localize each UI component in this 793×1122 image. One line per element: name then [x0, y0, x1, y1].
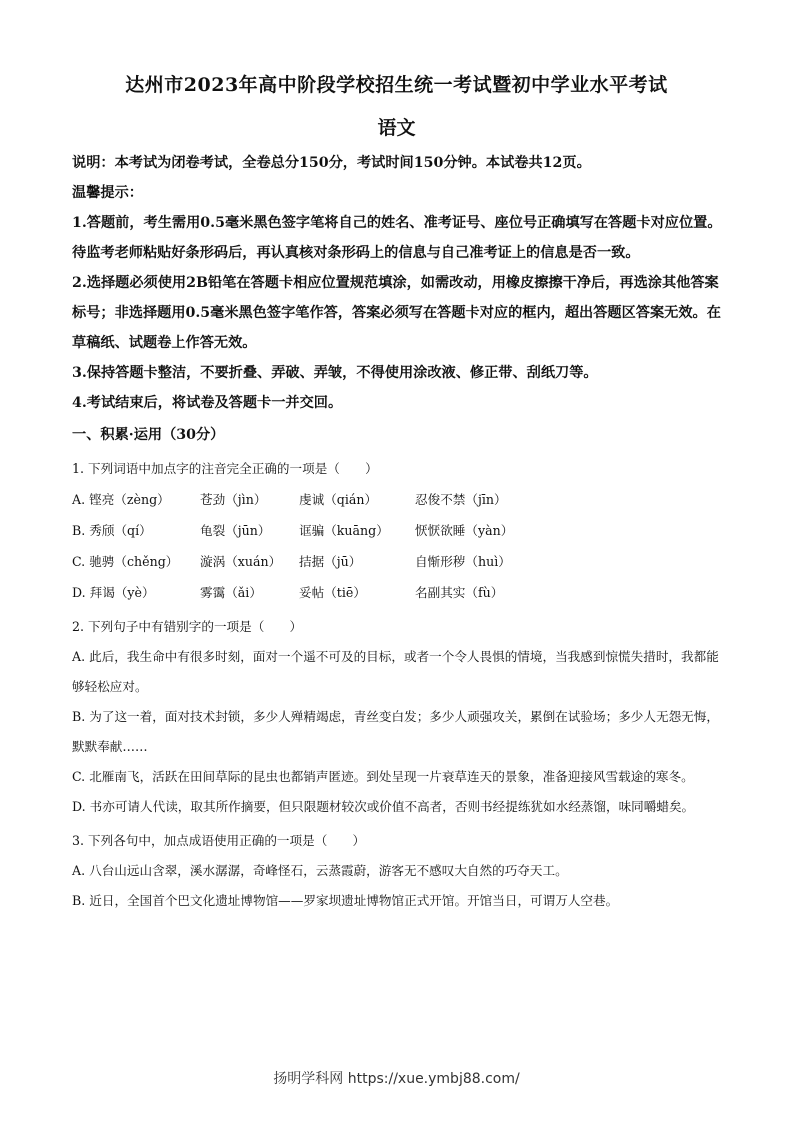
option-word: 恹恹欲睡（yàn） — [415, 523, 514, 538]
option-word: 忍俊不禁（jīn） — [415, 492, 507, 507]
question-1-option-c — [72, 546, 724, 577]
question-3-stem: 3. 下列各句中，加点成语使用正确的一项是（ ） — [72, 833, 366, 848]
option-word: 苍劲（jìn） — [200, 492, 267, 507]
option-word: 雾霭（ǎi） — [200, 585, 262, 600]
option-word: B. 秀颀（qí） — [72, 523, 152, 538]
option-word: 妥帖（tiē） — [299, 585, 366, 600]
exam-title: 达州市2023年高中阶段学校招生统一考试暨初中学业水平考试 — [125, 74, 668, 96]
question-2-option-d: D. 书亦可请人代读，取其所作摘要，但只限题材较次或价值不高者，否则书经提练犹如水经蒸馏，味同嚼蜡矣。 — [72, 799, 695, 814]
question-1-option-b — [72, 515, 724, 546]
option-word: 拮据（jū） — [299, 554, 362, 569]
question-2 — [72, 612, 724, 822]
page-footer-watermark: 扬明学科网 https://xue.ymbj88.com/ — [273, 1071, 520, 1087]
tip-4: 4.考试结束后，将试卷及答题卡一并交回。 — [72, 395, 343, 411]
tip-1: 1.答题前，考生需用0.5毫米黑色签字笔将自己的姓名、准考证号、座位号正确填写在答题卡对应位置。待监考老师粘贴好条形码后，再认真核对条形码上的信息与自己准考证上的信息是否一致。 — [72, 215, 722, 261]
option-word: 漩涡（xuán） — [200, 554, 282, 569]
question-1 — [72, 454, 724, 608]
option-word: 诓骗（kuāng） — [299, 523, 389, 538]
question-1-option-d — [72, 577, 724, 608]
option-word: 自惭形秽（huì） — [415, 554, 511, 569]
option-word: 龟裂（jūn） — [200, 523, 271, 538]
question-2-option-b: B. 为了这一着，面对技术封锁，多少人殚精竭虑，青丝变白发；多少人顽强攻关，累倒在试验场；多少人无怨无悔，默默奉献…… — [72, 709, 719, 754]
tip-3: 3.保持答题卡整洁，不要折叠、弄破、弄皱，不得使用涂改液、修正带、刮纸刀等。 — [72, 365, 598, 381]
question-2-option-a: A. 此后，我生命中有很多时刻，面对一个遥不可及的目标，或者一个令人畏惧的情境，当我感到惊慌失措时，我都能够轻松应对。 — [72, 649, 719, 694]
tip-2: 2.选择题必须使用2B铅笔在答题卡相应位置规范填涂，如需改动，用橡皮擦擦干净后，再选涂其他答案标号；非选择题用0.5毫米黑色签字笔作答，答案必须写在答题卡对应的框内，超出答题区答案无效。在草稿纸、试题卷上作答无效。 — [72, 275, 721, 351]
option-word: C. 驰骋（chěng） — [72, 554, 179, 569]
question-2-stem: 2. 下列句子中有错别字的一项是（ ） — [72, 619, 303, 634]
option-word: A. 铿亮（zèng） — [72, 492, 170, 507]
question-3-option-a: A. 八台山远山含翠，溪水潺潺，奇峰怪石，云蒸霞蔚，游客无不感叹大自然的巧夺天工。 — [72, 863, 568, 878]
question-1-option-a — [72, 484, 724, 515]
question-2-option-c: C. 北雁南飞，活跃在田间草际的昆虫也都销声匿迹。到处呈现一片衰草连天的景象，准备迎接风雪载途的寒冬。 — [72, 769, 694, 784]
exam-subject: 语文 — [377, 117, 416, 139]
exam-content — [72, 148, 724, 916]
option-word: D. 拜谒（yè） — [72, 585, 155, 600]
option-word: 虔诚（qián） — [299, 492, 378, 507]
question-1-stem: 1. 下列词语中加点字的注音完全正确的一项是（ ） — [72, 461, 378, 476]
option-word: 名副其实（fù） — [415, 585, 504, 600]
tips-heading: 温馨提示： — [72, 185, 143, 201]
section-heading: 一、积累·运用（30分） — [72, 427, 225, 443]
question-3 — [72, 826, 724, 916]
question-3-option-b: B. 近日，全国首个巴文化遗址博物馆——罗家坝遗址博物馆正式开馆。开馆当日，可谓万人空巷。 — [72, 893, 619, 908]
exam-explanation: 说明：本考试为闭卷考试，全卷总分150分，考试时间150分钟。本试卷共12页。 — [72, 155, 591, 171]
